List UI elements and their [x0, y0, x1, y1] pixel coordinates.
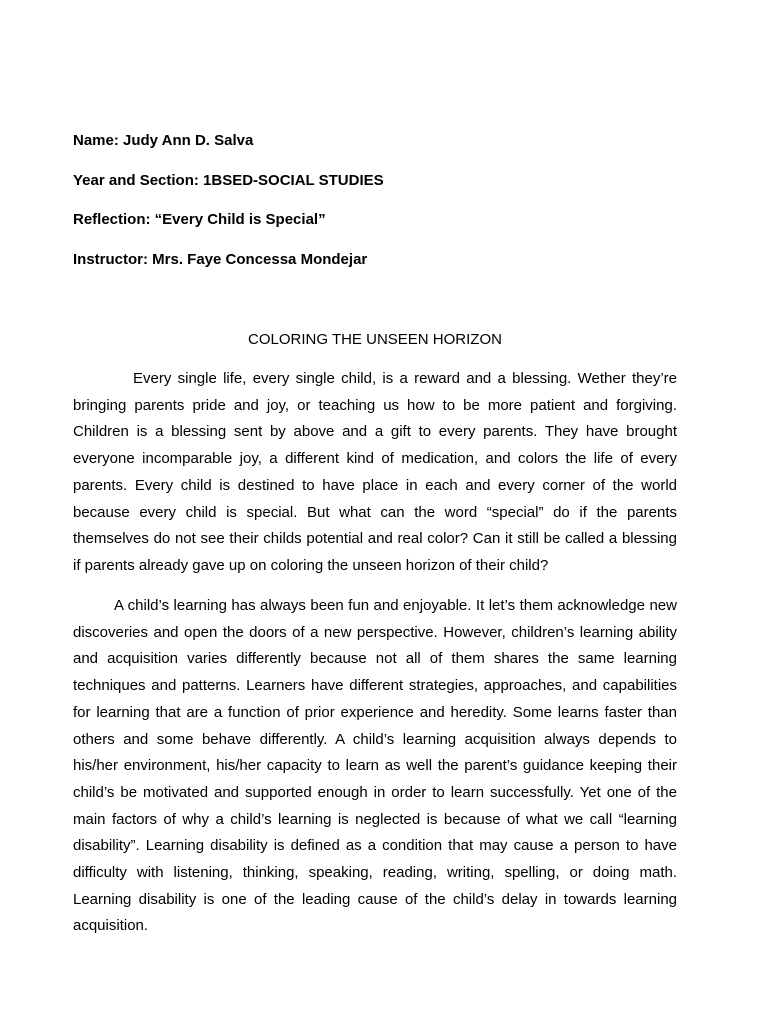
year-section-line: Year and Section: 1BSED-SOCIAL STUDIES [73, 172, 384, 189]
essay-paragraph-2: A child’s learning has always been fun and enjoyable. It let’s them acknowledge new discoveries and open the doors of a new perspective. However, children’s learning ability and acquisition varies differently because not all of them shares the same learning techniques and patterns. Learners have different strategies, approaches, and capabilities for learning that are a function of prior experience and heredity. Some learns faster than others and some behave differently. A child’s learning acquisition always depends to his/her environment, his/her capacity to learn as well the parent’s guidance keeping their child’s be motivated and supported enough in order to learn successfully. Yet one of the main factors of why a child’s learning is neglected is because of what we call “learning disability”. Learning disability is defined as a condition that may cause a person to have difficulty with listening, thinking, speaking, reading, writing, spelling, or doing math. Learning disability is one of the leading cause of the child’s delay in towards learning acquisition. [73, 597, 677, 935]
instructor-line: Instructor: Mrs. Faye Concessa Mondejar [73, 251, 368, 268]
essay-title: COLORING THE UNSEEN HORIZON [248, 331, 502, 348]
essay-paragraph-1: Every single life, every single child, is a reward and a blessing. Wether they’re bringing parents pride and joy, or teaching us how to be more patient and forgiving. Children is a blessing sent by above and a gift to every parents. They have brought everyone incomparable joy, a different kind of medication, and colors the life of every parents. Every child is destined to have place in each and every corner of the world because every child is special. But what can the word “special” do if the parents themselves do not see their childs potential and real color? Can it still be called a blessing if parents already gave up on coloring the unseen horizon of their child? [73, 370, 677, 574]
student-name-line: Name: Judy Ann D. Salva [73, 132, 254, 149]
document-page [73, 0, 677, 1024]
reflection-title-line: Reflection: “Every Child is Special” [73, 211, 326, 228]
